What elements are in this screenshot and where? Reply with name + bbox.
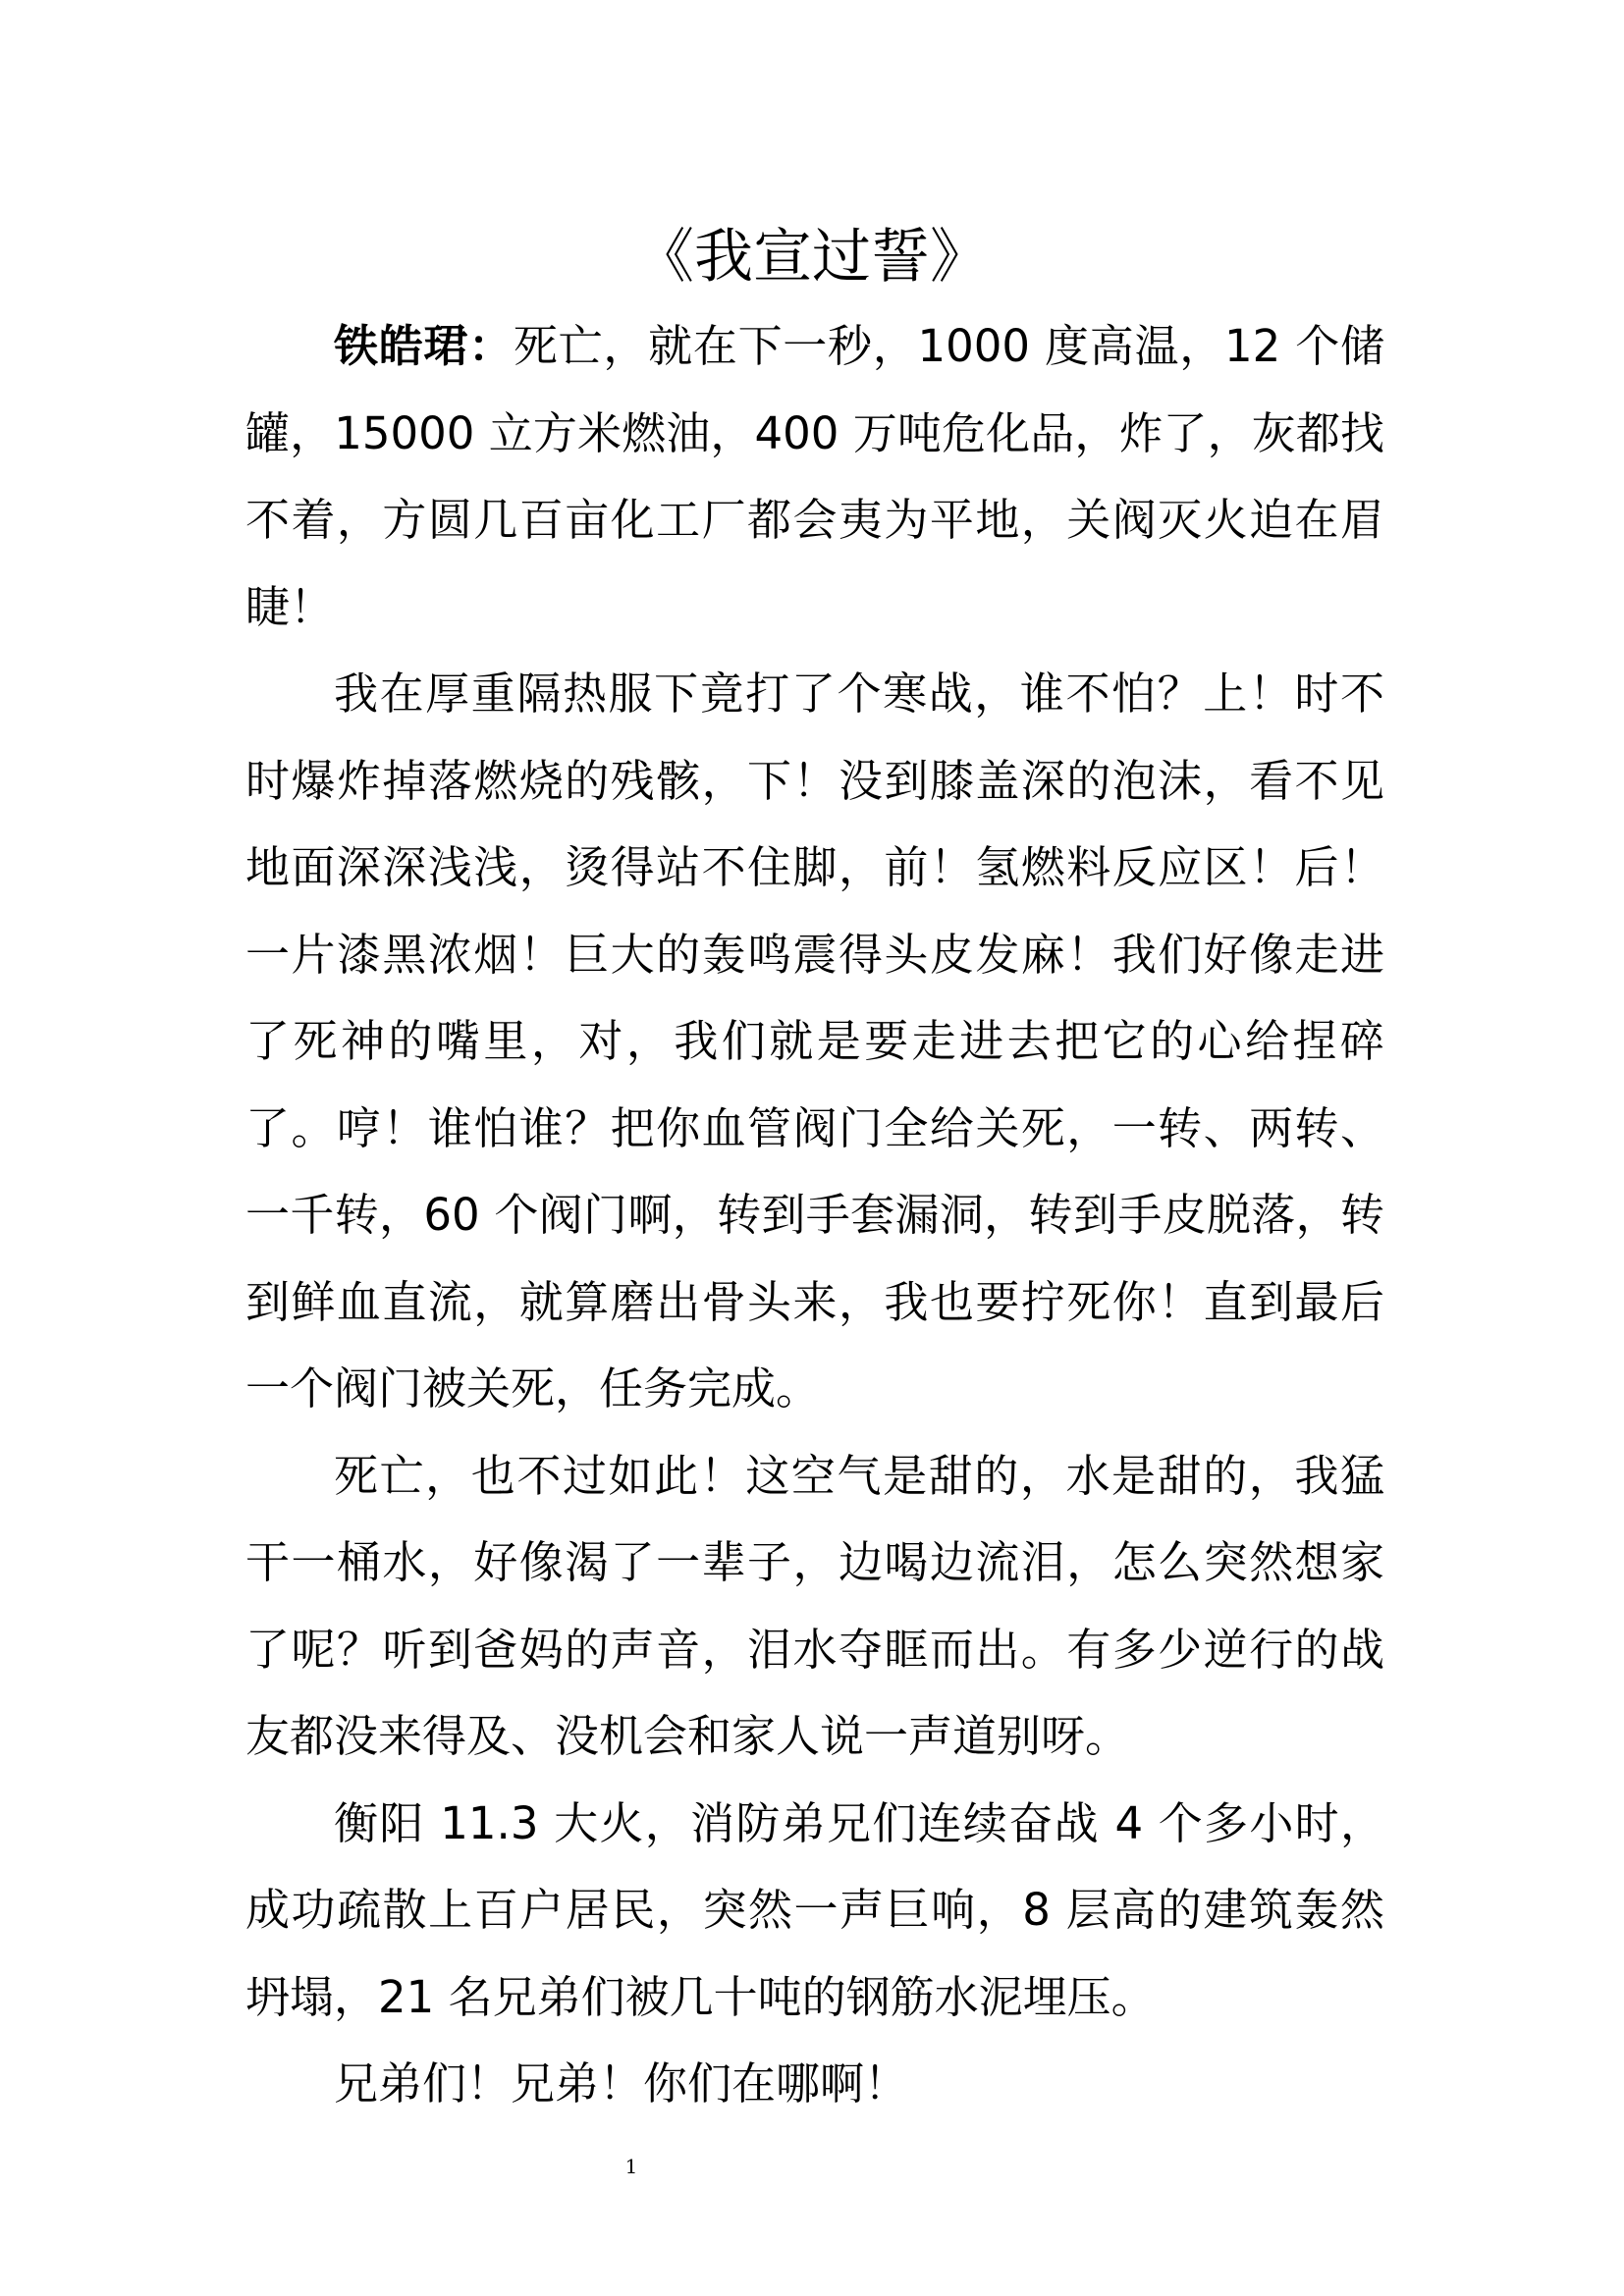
document-body bbox=[245, 303, 1384, 2128]
paragraph-3 bbox=[245, 1433, 1384, 1781]
page-title: 《我宣过誓》 bbox=[635, 223, 989, 292]
paragraph-2-text: 我在厚重隔热服下竟打了个寒战，谁不怕？上！时不时爆炸掉落燃烧的残骸，下！没到膝盖深的泡沫，看不见地面深深浅浅，烫得站不住脚，前！氢燃料反应区！后！一片漆黑浓烟！巨大的轰鸣震得头皮发麻！我们好像走进了死神的嘴里，对，我们就是要走进去把它的心给捏碎了。哼！谁怕谁？把你血管阀门全给关死，一转、两转、一千转，60 个阀门啊，转到手套漏洞，转到手皮脱落，转到鲜血直流，就算磨出骨头来，我也要拧死你！直到最后一个阀门被关死，任务完成。 bbox=[245, 667, 1384, 1415]
paragraph-5-text: 兄弟们！兄弟！你们在哪啊！ bbox=[334, 2057, 909, 2109]
paragraph-5 bbox=[245, 2041, 1384, 2128]
paragraph-3-text: 死亡，也不过如此！这空气是甜的，水是甜的，我猛干一桶水，好像渴了一辈子，边喝边流泪，怎么突然想家了呢？听到爸妈的声音，泪水夺眶而出。有多少逆行的战友都没来得及、没机会和家人说一声道别呀。 bbox=[245, 1449, 1384, 1762]
paragraph-4 bbox=[245, 1781, 1384, 2042]
paragraph-1-text: 死亡，就在下一秒，1000 度高温，12 个储罐，15000 立方米燃油，400 万吨危化品，炸了，灰都找不着，方圆几百亩化工厂都会夷为平地，关阀灭火迫在眉睫！ bbox=[245, 320, 1384, 633]
paragraph-1 bbox=[245, 303, 1384, 651]
paragraph-2 bbox=[245, 651, 1384, 1433]
paragraph-4-text: 衡阳 11.3 大火，消防弟兄们连续奋战 4 个多小时，成功疏散上百户居民，突然一声巨响，8 层高的建筑轰然坍塌，21 名兄弟们被几十吨的钢筋水泥埋压。 bbox=[245, 1796, 1384, 2023]
page-number: 1 bbox=[624, 2155, 638, 2178]
speaker-name: 铁皓珺： bbox=[334, 320, 514, 372]
